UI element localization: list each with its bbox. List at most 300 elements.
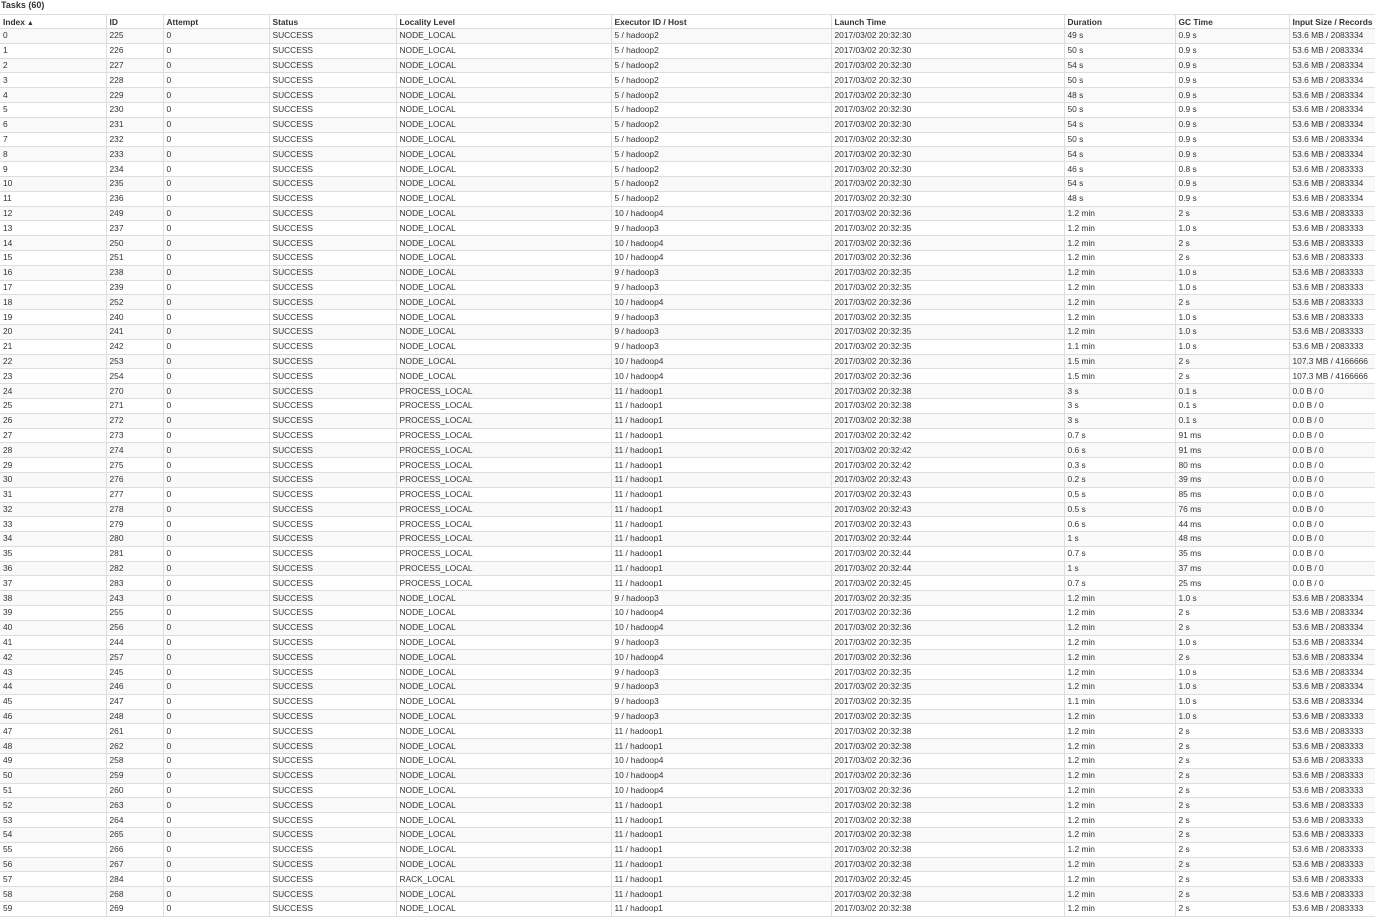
- launch-time-cell: 2017/03/02 20:32:38: [831, 857, 1064, 872]
- id-cell: 256: [106, 620, 163, 635]
- input-size-cell: 0.0 B / 0: [1289, 502, 1375, 517]
- duration-cell: 0.5 s: [1064, 487, 1175, 502]
- status-cell: SUCCESS: [269, 73, 396, 88]
- gc-time-cell: 2 s: [1175, 739, 1289, 754]
- locality-cell: NODE_LOCAL: [396, 902, 611, 917]
- executor-host-cell: 11 / hadoop1: [611, 576, 831, 591]
- locality-cell: NODE_LOCAL: [396, 739, 611, 754]
- executor-host-cell: 11 / hadoop1: [611, 428, 831, 443]
- gc-time-cell: 2 s: [1175, 606, 1289, 621]
- table-row: [0, 561, 1375, 576]
- duration-cell: 1.2 min: [1064, 872, 1175, 887]
- id-cell: 261: [106, 724, 163, 739]
- executor-host-cell: 10 / hadoop4: [611, 236, 831, 251]
- table-row: [0, 43, 1375, 58]
- status-cell: SUCCESS: [269, 576, 396, 591]
- gc-time-cell: 2 s: [1175, 887, 1289, 902]
- status-cell: SUCCESS: [269, 813, 396, 828]
- launch-time-cell: 2017/03/02 20:32:38: [831, 398, 1064, 413]
- table-row: [0, 517, 1375, 532]
- table-row: [0, 428, 1375, 443]
- status-cell: SUCCESS: [269, 310, 396, 325]
- attempt-cell: 0: [163, 250, 269, 265]
- attempt-cell: 0: [163, 413, 269, 428]
- table-row: [0, 236, 1375, 251]
- attempt-cell: 0: [163, 221, 269, 236]
- locality-cell: NODE_LOCAL: [396, 221, 611, 236]
- duration-cell: 48 s: [1064, 88, 1175, 103]
- attempt-cell: 0: [163, 147, 269, 162]
- attempt-cell: 0: [163, 236, 269, 251]
- index-cell: 59: [0, 902, 106, 917]
- executor-host-cell: 10 / hadoop4: [611, 650, 831, 665]
- index-cell: 41: [0, 635, 106, 650]
- locality-cell: NODE_LOCAL: [396, 783, 611, 798]
- table-row: [0, 872, 1375, 887]
- column-header-gc-time[interactable]: GC Time: [1175, 15, 1289, 29]
- duration-cell: 1.2 min: [1064, 236, 1175, 251]
- status-cell: SUCCESS: [269, 443, 396, 458]
- input-size-cell: 53.6 MB / 2083334: [1289, 43, 1375, 58]
- index-cell: 15: [0, 250, 106, 265]
- executor-host-cell: 5 / hadoop2: [611, 117, 831, 132]
- launch-time-cell: 2017/03/02 20:32:36: [831, 783, 1064, 798]
- tasks-heading: Tasks (60): [1, 0, 45, 10]
- input-size-cell: 53.6 MB / 2083334: [1289, 102, 1375, 117]
- status-cell: SUCCESS: [269, 739, 396, 754]
- gc-time-cell: 1.0 s: [1175, 265, 1289, 280]
- status-cell: SUCCESS: [269, 295, 396, 310]
- input-size-cell: 53.6 MB / 2083334: [1289, 176, 1375, 191]
- locality-cell: NODE_LOCAL: [396, 206, 611, 221]
- launch-time-cell: 2017/03/02 20:32:30: [831, 147, 1064, 162]
- status-cell: SUCCESS: [269, 768, 396, 783]
- id-cell: 250: [106, 236, 163, 251]
- table-row: [0, 265, 1375, 280]
- launch-time-cell: 2017/03/02 20:32:36: [831, 206, 1064, 221]
- index-cell: 53: [0, 813, 106, 828]
- table-row: [0, 73, 1375, 88]
- table-row: [0, 532, 1375, 547]
- sort-ascending-icon: ▲: [26, 19, 34, 27]
- duration-cell: 49 s: [1064, 29, 1175, 44]
- table-row: [0, 546, 1375, 561]
- attempt-cell: 0: [163, 680, 269, 695]
- input-size-cell: 0.0 B / 0: [1289, 546, 1375, 561]
- table-row: [0, 191, 1375, 206]
- input-size-cell: 53.6 MB / 2083334: [1289, 132, 1375, 147]
- input-size-cell: 53.6 MB / 2083333: [1289, 265, 1375, 280]
- table-row: [0, 221, 1375, 236]
- id-cell: 247: [106, 694, 163, 709]
- executor-host-cell: 11 / hadoop1: [611, 798, 831, 813]
- id-cell: 265: [106, 828, 163, 843]
- launch-time-cell: 2017/03/02 20:32:35: [831, 680, 1064, 695]
- locality-cell: PROCESS_LOCAL: [396, 428, 611, 443]
- id-cell: 239: [106, 280, 163, 295]
- executor-host-cell: 11 / hadoop1: [611, 458, 831, 473]
- input-size-cell: 53.6 MB / 2083333: [1289, 709, 1375, 724]
- id-cell: 253: [106, 354, 163, 369]
- launch-time-cell: 2017/03/02 20:32:30: [831, 58, 1064, 73]
- status-cell: SUCCESS: [269, 517, 396, 532]
- executor-host-cell: 10 / hadoop4: [611, 754, 831, 769]
- table-row: [0, 369, 1375, 384]
- attempt-cell: 0: [163, 768, 269, 783]
- duration-cell: 1.2 min: [1064, 206, 1175, 221]
- duration-cell: 1.2 min: [1064, 680, 1175, 695]
- input-size-cell: 53.6 MB / 2083334: [1289, 680, 1375, 695]
- table-row: [0, 487, 1375, 502]
- gc-time-cell: 2 s: [1175, 798, 1289, 813]
- status-cell: SUCCESS: [269, 872, 396, 887]
- table-row: [0, 310, 1375, 325]
- executor-host-cell: 11 / hadoop1: [611, 517, 831, 532]
- locality-cell: PROCESS_LOCAL: [396, 413, 611, 428]
- id-cell: 266: [106, 842, 163, 857]
- id-cell: 236: [106, 191, 163, 206]
- locality-cell: NODE_LOCAL: [396, 295, 611, 310]
- duration-cell: 0.7 s: [1064, 428, 1175, 443]
- index-cell: 54: [0, 828, 106, 843]
- index-cell: 48: [0, 739, 106, 754]
- table-row: [0, 902, 1375, 917]
- launch-time-cell: 2017/03/02 20:32:44: [831, 561, 1064, 576]
- duration-cell: 1.2 min: [1064, 739, 1175, 754]
- attempt-cell: 0: [163, 206, 269, 221]
- input-size-cell: 53.6 MB / 2083334: [1289, 665, 1375, 680]
- status-cell: SUCCESS: [269, 546, 396, 561]
- table-row: [0, 842, 1375, 857]
- locality-cell: NODE_LOCAL: [396, 73, 611, 88]
- duration-cell: 1.1 min: [1064, 694, 1175, 709]
- input-size-cell: 53.6 MB / 2083334: [1289, 620, 1375, 635]
- id-cell: 279: [106, 517, 163, 532]
- launch-time-cell: 2017/03/02 20:32:30: [831, 132, 1064, 147]
- table-row: [0, 709, 1375, 724]
- index-cell: 18: [0, 295, 106, 310]
- duration-cell: 48 s: [1064, 191, 1175, 206]
- id-cell: 252: [106, 295, 163, 310]
- index-cell: 42: [0, 650, 106, 665]
- input-size-cell: 53.6 MB / 2083334: [1289, 191, 1375, 206]
- gc-time-cell: 2 s: [1175, 828, 1289, 843]
- table-row: [0, 694, 1375, 709]
- status-cell: SUCCESS: [269, 176, 396, 191]
- status-cell: SUCCESS: [269, 828, 396, 843]
- column-header-status[interactable]: Status: [269, 15, 396, 29]
- locality-cell: NODE_LOCAL: [396, 354, 611, 369]
- locality-cell: PROCESS_LOCAL: [396, 384, 611, 399]
- locality-cell: NODE_LOCAL: [396, 842, 611, 857]
- attempt-cell: 0: [163, 324, 269, 339]
- gc-time-cell: 2 s: [1175, 857, 1289, 872]
- table-row: [0, 295, 1375, 310]
- gc-time-cell: 1.0 s: [1175, 665, 1289, 680]
- id-cell: 278: [106, 502, 163, 517]
- table-row: [0, 250, 1375, 265]
- table-row: [0, 650, 1375, 665]
- gc-time-cell: 44 ms: [1175, 517, 1289, 532]
- index-cell: 6: [0, 117, 106, 132]
- index-cell: 43: [0, 665, 106, 680]
- executor-host-cell: 11 / hadoop1: [611, 842, 831, 857]
- launch-time-cell: 2017/03/02 20:32:35: [831, 265, 1064, 280]
- duration-cell: 1.2 min: [1064, 783, 1175, 798]
- locality-cell: NODE_LOCAL: [396, 813, 611, 828]
- table-row: [0, 665, 1375, 680]
- input-size-cell: 53.6 MB / 2083333: [1289, 798, 1375, 813]
- attempt-cell: 0: [163, 783, 269, 798]
- table-row: [0, 783, 1375, 798]
- executor-host-cell: 5 / hadoop2: [611, 176, 831, 191]
- launch-time-cell: 2017/03/02 20:32:35: [831, 221, 1064, 236]
- locality-cell: NODE_LOCAL: [396, 147, 611, 162]
- id-cell: 241: [106, 324, 163, 339]
- table-row: [0, 680, 1375, 695]
- index-cell: 14: [0, 236, 106, 251]
- input-size-cell: 53.6 MB / 2083334: [1289, 117, 1375, 132]
- attempt-cell: 0: [163, 842, 269, 857]
- gc-time-cell: 2 s: [1175, 295, 1289, 310]
- id-cell: 255: [106, 606, 163, 621]
- status-cell: SUCCESS: [269, 102, 396, 117]
- attempt-cell: 0: [163, 902, 269, 917]
- id-cell: 254: [106, 369, 163, 384]
- locality-cell: NODE_LOCAL: [396, 724, 611, 739]
- input-size-cell: 53.6 MB / 2083334: [1289, 29, 1375, 44]
- table-row: [0, 458, 1375, 473]
- input-size-cell: 53.6 MB / 2083333: [1289, 768, 1375, 783]
- id-cell: 228: [106, 73, 163, 88]
- gc-time-cell: 91 ms: [1175, 443, 1289, 458]
- column-header-locality-level[interactable]: Locality Level: [396, 15, 611, 29]
- executor-host-cell: 5 / hadoop2: [611, 29, 831, 44]
- input-size-cell: 0.0 B / 0: [1289, 532, 1375, 547]
- executor-host-cell: 9 / hadoop3: [611, 635, 831, 650]
- column-header-launch-time[interactable]: Launch Time: [831, 15, 1064, 29]
- status-cell: SUCCESS: [269, 635, 396, 650]
- duration-cell: 1.2 min: [1064, 887, 1175, 902]
- column-header-index[interactable]: [0, 15, 106, 29]
- input-size-cell: 53.6 MB / 2083333: [1289, 902, 1375, 917]
- attempt-cell: 0: [163, 576, 269, 591]
- index-cell: 58: [0, 887, 106, 902]
- input-size-cell: 0.0 B / 0: [1289, 428, 1375, 443]
- id-cell: 284: [106, 872, 163, 887]
- index-cell: 33: [0, 517, 106, 532]
- duration-cell: 3 s: [1064, 413, 1175, 428]
- executor-host-cell: 9 / hadoop3: [611, 665, 831, 680]
- table-row: [0, 176, 1375, 191]
- locality-cell: PROCESS_LOCAL: [396, 561, 611, 576]
- executor-host-cell: 9 / hadoop3: [611, 709, 831, 724]
- gc-time-cell: 0.9 s: [1175, 176, 1289, 191]
- index-cell: 46: [0, 709, 106, 724]
- gc-time-cell: 0.9 s: [1175, 147, 1289, 162]
- status-cell: SUCCESS: [269, 680, 396, 695]
- duration-cell: 54 s: [1064, 58, 1175, 73]
- input-size-cell: 0.0 B / 0: [1289, 443, 1375, 458]
- id-cell: 272: [106, 413, 163, 428]
- input-size-cell: 53.6 MB / 2083333: [1289, 221, 1375, 236]
- attempt-cell: 0: [163, 754, 269, 769]
- id-cell: 248: [106, 709, 163, 724]
- index-cell: 50: [0, 768, 106, 783]
- gc-time-cell: 2 s: [1175, 369, 1289, 384]
- executor-host-cell: 11 / hadoop1: [611, 502, 831, 517]
- status-cell: SUCCESS: [269, 221, 396, 236]
- attempt-cell: 0: [163, 561, 269, 576]
- id-cell: 232: [106, 132, 163, 147]
- input-size-cell: 53.6 MB / 2083333: [1289, 280, 1375, 295]
- table-row: [0, 354, 1375, 369]
- status-cell: SUCCESS: [269, 902, 396, 917]
- executor-host-cell: 9 / hadoop3: [611, 680, 831, 695]
- column-header-attempt[interactable]: Attempt: [163, 15, 269, 29]
- column-header-duration[interactable]: Duration: [1064, 15, 1175, 29]
- executor-host-cell: 10 / hadoop4: [611, 768, 831, 783]
- index-cell: 7: [0, 132, 106, 147]
- input-size-cell: 53.6 MB / 2083333: [1289, 206, 1375, 221]
- status-cell: SUCCESS: [269, 887, 396, 902]
- locality-cell: PROCESS_LOCAL: [396, 458, 611, 473]
- gc-time-cell: 1.0 s: [1175, 635, 1289, 650]
- locality-cell: NODE_LOCAL: [396, 754, 611, 769]
- duration-cell: 1.2 min: [1064, 798, 1175, 813]
- gc-time-cell: 2 s: [1175, 768, 1289, 783]
- launch-time-cell: 2017/03/02 20:32:30: [831, 88, 1064, 103]
- table-header-row: [0, 15, 1375, 29]
- index-cell: 3: [0, 73, 106, 88]
- input-size-cell: 53.6 MB / 2083334: [1289, 650, 1375, 665]
- duration-cell: 1.2 min: [1064, 265, 1175, 280]
- launch-time-cell: 2017/03/02 20:32:35: [831, 709, 1064, 724]
- gc-time-cell: 1.0 s: [1175, 221, 1289, 236]
- status-cell: SUCCESS: [269, 754, 396, 769]
- locality-cell: NODE_LOCAL: [396, 665, 611, 680]
- column-header-executor-host[interactable]: Executor ID / Host: [611, 15, 831, 29]
- launch-time-cell: 2017/03/02 20:32:43: [831, 517, 1064, 532]
- table-row: [0, 472, 1375, 487]
- attempt-cell: 0: [163, 502, 269, 517]
- id-cell: 246: [106, 680, 163, 695]
- id-cell: 275: [106, 458, 163, 473]
- gc-time-cell: 0.9 s: [1175, 117, 1289, 132]
- launch-time-cell: 2017/03/02 20:32:42: [831, 428, 1064, 443]
- index-cell: 56: [0, 857, 106, 872]
- gc-time-cell: 2 s: [1175, 813, 1289, 828]
- id-cell: 249: [106, 206, 163, 221]
- gc-time-cell: 1.0 s: [1175, 709, 1289, 724]
- launch-time-cell: 2017/03/02 20:32:38: [831, 902, 1064, 917]
- gc-time-cell: 0.8 s: [1175, 162, 1289, 177]
- attempt-cell: 0: [163, 339, 269, 354]
- launch-time-cell: 2017/03/02 20:32:44: [831, 546, 1064, 561]
- input-size-cell: 0.0 B / 0: [1289, 487, 1375, 502]
- id-cell: 262: [106, 739, 163, 754]
- id-cell: 226: [106, 43, 163, 58]
- duration-cell: 1.2 min: [1064, 324, 1175, 339]
- input-size-cell: 53.6 MB / 2083334: [1289, 73, 1375, 88]
- launch-time-cell: 2017/03/02 20:32:38: [831, 798, 1064, 813]
- input-size-cell: 53.6 MB / 2083333: [1289, 724, 1375, 739]
- status-cell: SUCCESS: [269, 265, 396, 280]
- id-cell: 270: [106, 384, 163, 399]
- launch-time-cell: 2017/03/02 20:32:38: [831, 384, 1064, 399]
- gc-time-cell: 37 ms: [1175, 561, 1289, 576]
- input-size-cell: 53.6 MB / 2083334: [1289, 591, 1375, 606]
- locality-cell: NODE_LOCAL: [396, 102, 611, 117]
- duration-cell: 1.2 min: [1064, 650, 1175, 665]
- id-cell: 227: [106, 58, 163, 73]
- duration-cell: 1.2 min: [1064, 842, 1175, 857]
- id-cell: 269: [106, 902, 163, 917]
- status-cell: SUCCESS: [269, 324, 396, 339]
- index-cell: 47: [0, 724, 106, 739]
- locality-cell: NODE_LOCAL: [396, 694, 611, 709]
- attempt-cell: 0: [163, 29, 269, 44]
- locality-cell: NODE_LOCAL: [396, 58, 611, 73]
- status-cell: SUCCESS: [269, 487, 396, 502]
- input-size-cell: 53.6 MB / 2083334: [1289, 694, 1375, 709]
- input-size-cell: 53.6 MB / 2083333: [1289, 739, 1375, 754]
- index-cell: 13: [0, 221, 106, 236]
- input-size-cell: 0.0 B / 0: [1289, 517, 1375, 532]
- locality-cell: NODE_LOCAL: [396, 117, 611, 132]
- attempt-cell: 0: [163, 354, 269, 369]
- input-size-cell: 53.6 MB / 2083333: [1289, 250, 1375, 265]
- column-header-input-size-records[interactable]: Input Size / Records: [1289, 15, 1375, 29]
- launch-time-cell: 2017/03/02 20:32:43: [831, 502, 1064, 517]
- index-cell: 26: [0, 413, 106, 428]
- input-size-cell: 107.3 MB / 4166666: [1289, 369, 1375, 384]
- executor-host-cell: 11 / hadoop1: [611, 398, 831, 413]
- executor-host-cell: 11 / hadoop1: [611, 887, 831, 902]
- launch-time-cell: 2017/03/02 20:32:38: [831, 739, 1064, 754]
- index-cell: 10: [0, 176, 106, 191]
- gc-time-cell: 39 ms: [1175, 472, 1289, 487]
- table-row: [0, 724, 1375, 739]
- gc-time-cell: 2 s: [1175, 902, 1289, 917]
- duration-cell: 3 s: [1064, 384, 1175, 399]
- attempt-cell: 0: [163, 369, 269, 384]
- gc-time-cell: 0.1 s: [1175, 384, 1289, 399]
- input-size-cell: 53.6 MB / 2083333: [1289, 783, 1375, 798]
- executor-host-cell: 10 / hadoop4: [611, 783, 831, 798]
- status-cell: SUCCESS: [269, 339, 396, 354]
- status-cell: SUCCESS: [269, 428, 396, 443]
- executor-host-cell: 9 / hadoop3: [611, 310, 831, 325]
- gc-time-cell: 2 s: [1175, 206, 1289, 221]
- launch-time-cell: 2017/03/02 20:32:38: [831, 828, 1064, 843]
- status-cell: SUCCESS: [269, 369, 396, 384]
- executor-host-cell: 9 / hadoop3: [611, 221, 831, 236]
- table-row: [0, 339, 1375, 354]
- gc-time-cell: 0.1 s: [1175, 413, 1289, 428]
- duration-cell: 0.7 s: [1064, 546, 1175, 561]
- launch-time-cell: 2017/03/02 20:32:43: [831, 472, 1064, 487]
- attempt-cell: 0: [163, 265, 269, 280]
- attempt-cell: 0: [163, 162, 269, 177]
- gc-time-cell: 1.0 s: [1175, 280, 1289, 295]
- column-header-id[interactable]: ID: [106, 15, 163, 29]
- locality-cell: NODE_LOCAL: [396, 620, 611, 635]
- gc-time-cell: 2 s: [1175, 724, 1289, 739]
- attempt-cell: 0: [163, 872, 269, 887]
- duration-cell: 1.2 min: [1064, 591, 1175, 606]
- status-cell: SUCCESS: [269, 43, 396, 58]
